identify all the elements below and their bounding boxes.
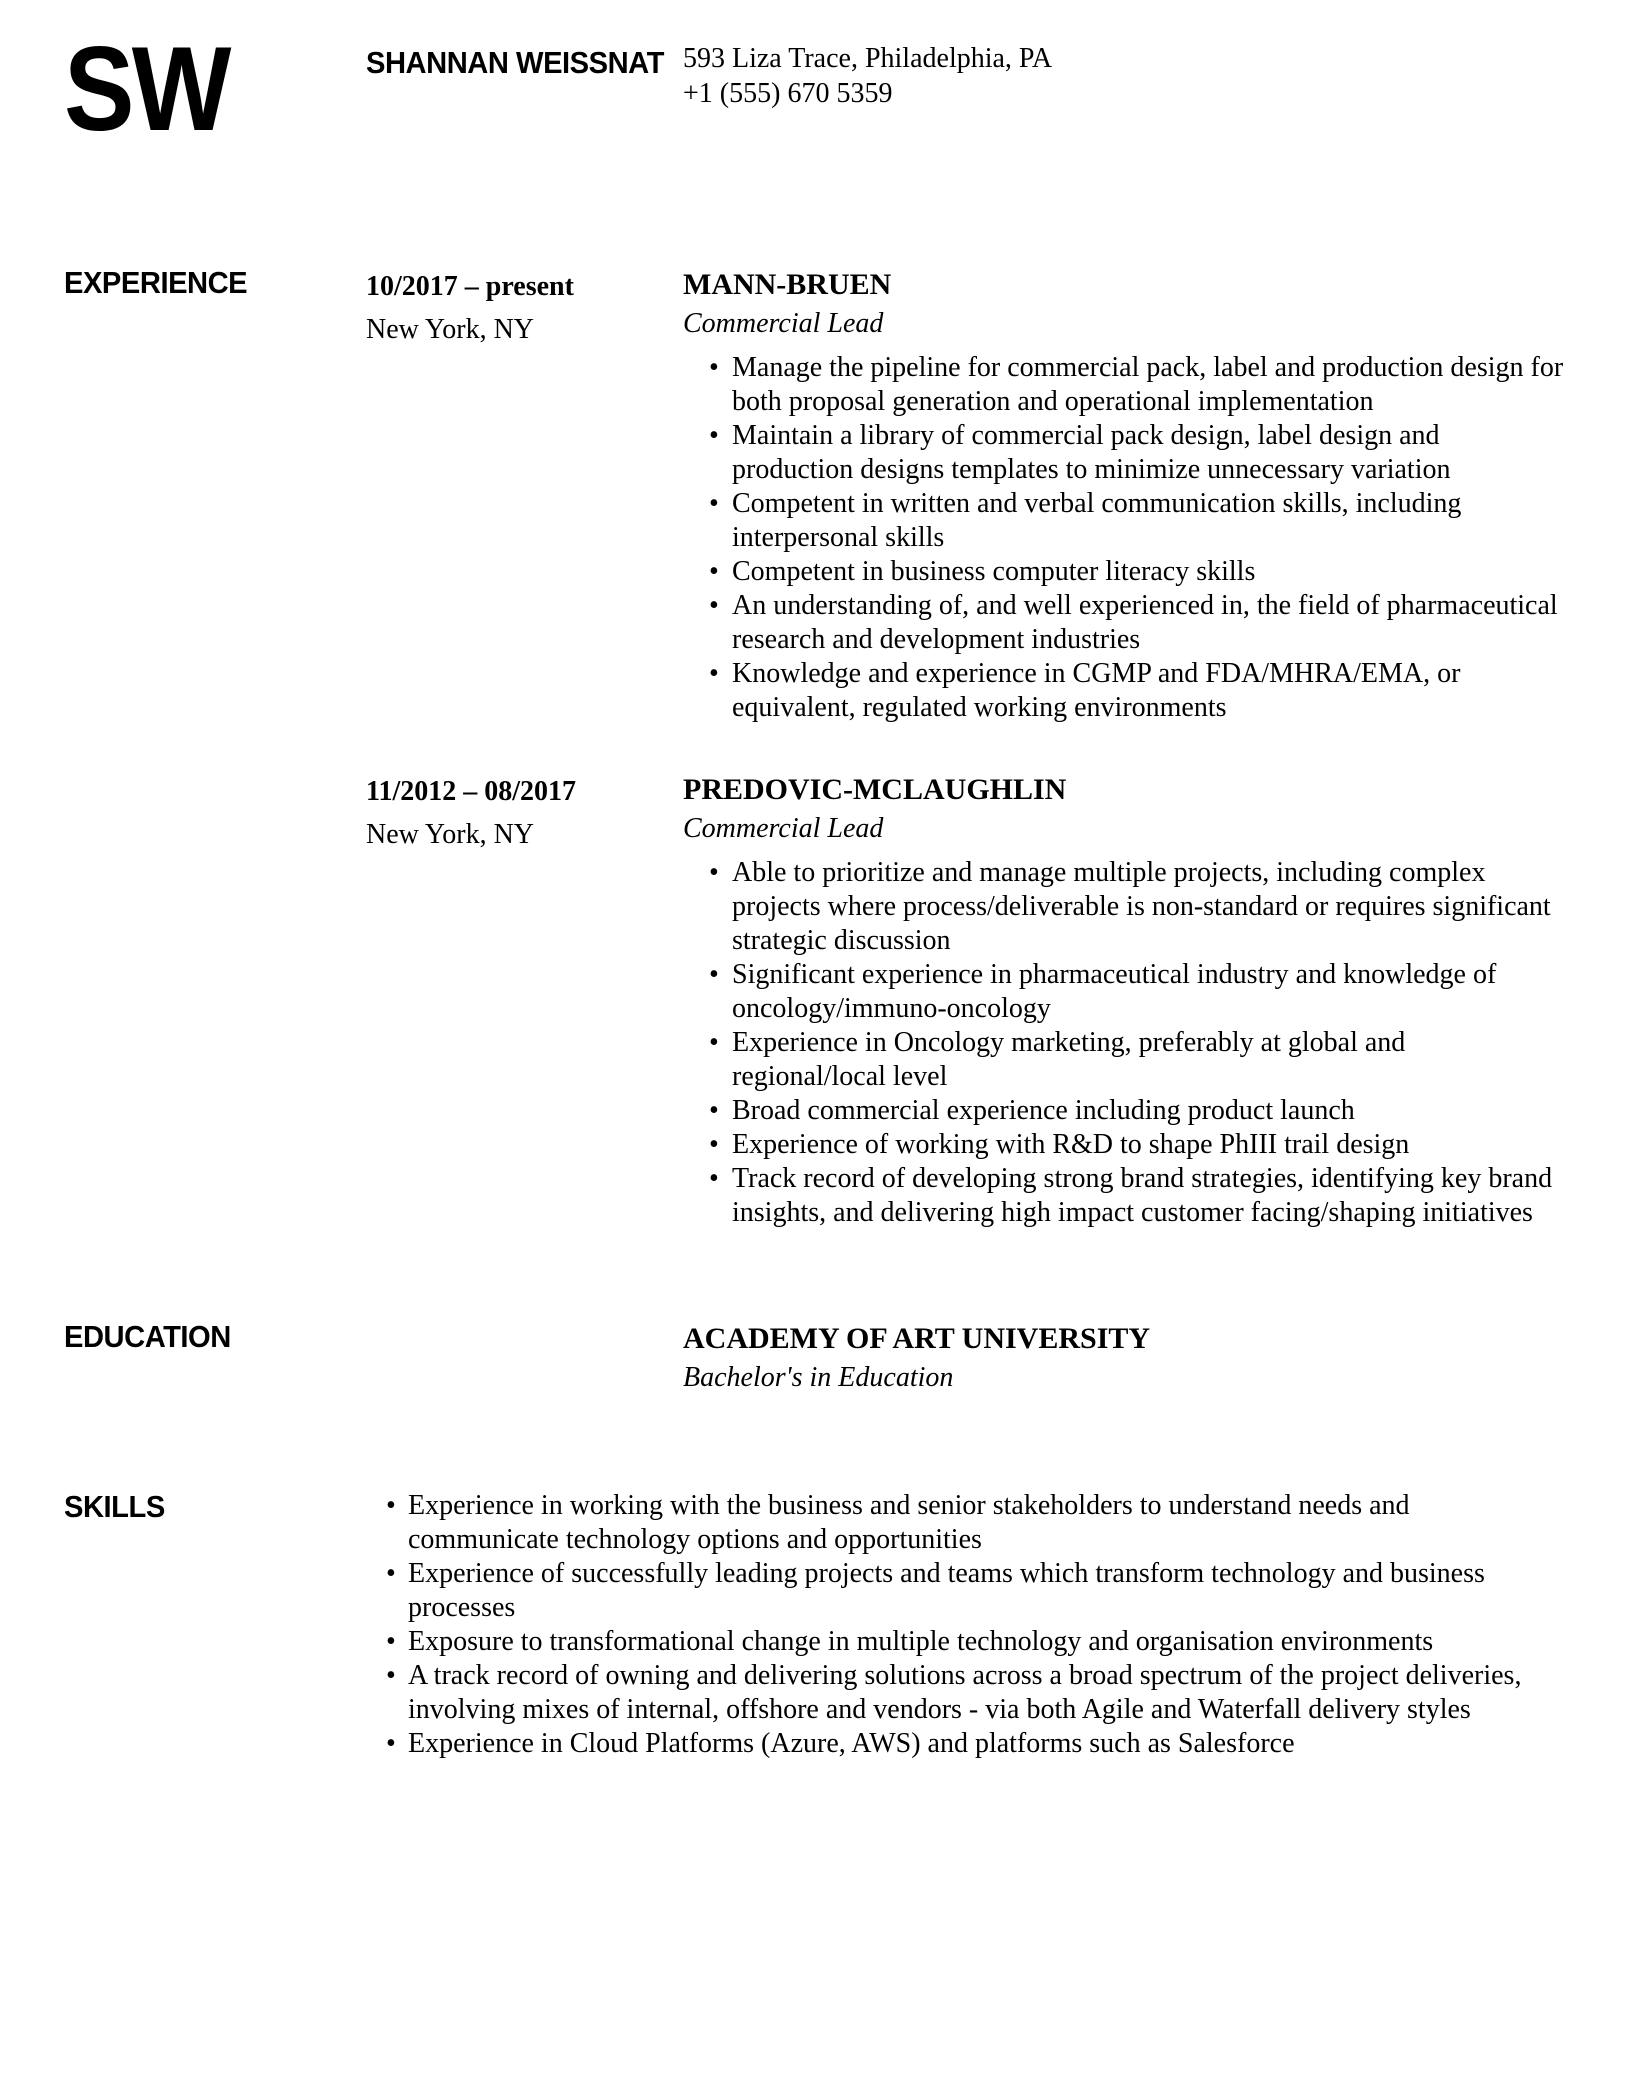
experience-bullet: • Competent in business computer literacy skills bbox=[732, 555, 1565, 589]
job-details bbox=[683, 265, 1565, 725]
job-title: Commercial Lead bbox=[683, 308, 884, 339]
experience-bullet: • An understanding of, and well experienced in, the field of pharmaceutical research and development industries bbox=[732, 589, 1565, 657]
job-meta bbox=[366, 265, 683, 347]
skill-bullet: • Experience in working with the business and senior stakeholders to understand needs and communicate technology options and opportunities bbox=[408, 1489, 1565, 1557]
experience-bullet: • Able to prioritize and manage multiple projects, including complex projects where process/deliverable is non-standard or requires significant strategic discussion bbox=[732, 856, 1565, 958]
person-name: SHANNAN WEISSNAT bbox=[366, 45, 664, 80]
monogram: SW bbox=[64, 22, 229, 156]
experience-bullet: • Broad commercial experience including product launch bbox=[732, 1094, 1565, 1128]
education-school: ACADEMY OF ART UNIVERSITY bbox=[683, 1322, 1151, 1355]
job-bullet-list bbox=[683, 856, 1565, 1230]
experience-bullet: • Knowledge and experience in CGMP and FDA/MHRA/EMA, or equivalent, regulated working environments bbox=[732, 657, 1565, 725]
job-location: New York, NY bbox=[366, 314, 535, 345]
header bbox=[64, 22, 1565, 156]
experience-section bbox=[64, 265, 1565, 1230]
experience-bullet: • Experience of working with R&D to shape PhIII trail design bbox=[732, 1128, 1565, 1162]
section-label-education: EDUCATION bbox=[64, 1319, 231, 1354]
monogram-cell bbox=[64, 22, 366, 156]
education-label-cell bbox=[64, 1319, 366, 1355]
education-details bbox=[683, 1319, 1565, 1395]
contact-block bbox=[683, 40, 1565, 111]
education-degree: Bachelor's in Education bbox=[683, 1362, 954, 1393]
skill-bullet: • Exposure to transformational change in multiple technology and organisation environments bbox=[408, 1625, 1565, 1659]
experience-bullet: • Maintain a library of commercial pack design, label design and production designs templates to minimize unnecessary variation bbox=[732, 419, 1565, 487]
job-details bbox=[683, 770, 1565, 1230]
job-location: New York, NY bbox=[366, 819, 535, 850]
job-bullet-list bbox=[683, 351, 1565, 725]
contact-address: 593 Liza Trace, Philadelphia, PA bbox=[683, 43, 1053, 74]
experience-label-cell bbox=[64, 265, 366, 301]
contact-phone: +1 (555) 670 5359 bbox=[683, 78, 893, 109]
job-meta bbox=[366, 770, 683, 852]
skills-label-cell bbox=[64, 1489, 366, 1525]
experience-bullet: • Manage the pipeline for commercial pack, label and production design for both proposal generation and operational implementation bbox=[732, 351, 1565, 419]
job-dates: 11/2012 – 08/2017 bbox=[366, 776, 577, 807]
education-section bbox=[64, 1319, 1565, 1395]
job-company: MANN-BRUEN bbox=[683, 268, 892, 301]
job-title: Commercial Lead bbox=[683, 813, 884, 844]
name-cell bbox=[366, 40, 683, 81]
section-label-experience: EXPERIENCE bbox=[64, 265, 248, 300]
experience-jobs bbox=[366, 265, 1565, 1230]
section-label-skills: SKILLS bbox=[64, 1489, 165, 1524]
skills-bullet-list bbox=[366, 1489, 1565, 1761]
skill-bullet: • Experience in Cloud Platforms (Azure, AWS) and platforms such as Salesforce bbox=[408, 1727, 1565, 1761]
experience-bullet: • Significant experience in pharmaceutical industry and knowledge of oncology/immuno-oncology bbox=[732, 958, 1565, 1026]
job-entry-mann-bruen bbox=[366, 265, 1565, 725]
skills-section bbox=[64, 1489, 1565, 1761]
experience-bullet: • Experience in Oncology marketing, preferably at global and regional/local level bbox=[732, 1026, 1565, 1094]
skill-bullet: • Experience of successfully leading projects and teams which transform technology and business processes bbox=[408, 1557, 1565, 1625]
skill-bullet: • A track record of owning and delivering solutions across a broad spectrum of the project deliveries, involving mixes of internal, offshore and vendors - via both Agile and Waterfall delivery styles bbox=[408, 1659, 1565, 1727]
job-company: PREDOVIC-MCLAUGHLIN bbox=[683, 773, 1067, 806]
job-dates: 10/2017 – present bbox=[366, 271, 574, 302]
job-entry-predovic-mclaughlin bbox=[366, 770, 1565, 1230]
experience-bullet: • Competent in written and verbal communication skills, including interpersonal skills bbox=[732, 487, 1565, 555]
experience-bullet: • Track record of developing strong brand strategies, identifying key brand insights, and delivering high impact customer facing/shaping initiatives bbox=[732, 1162, 1565, 1230]
